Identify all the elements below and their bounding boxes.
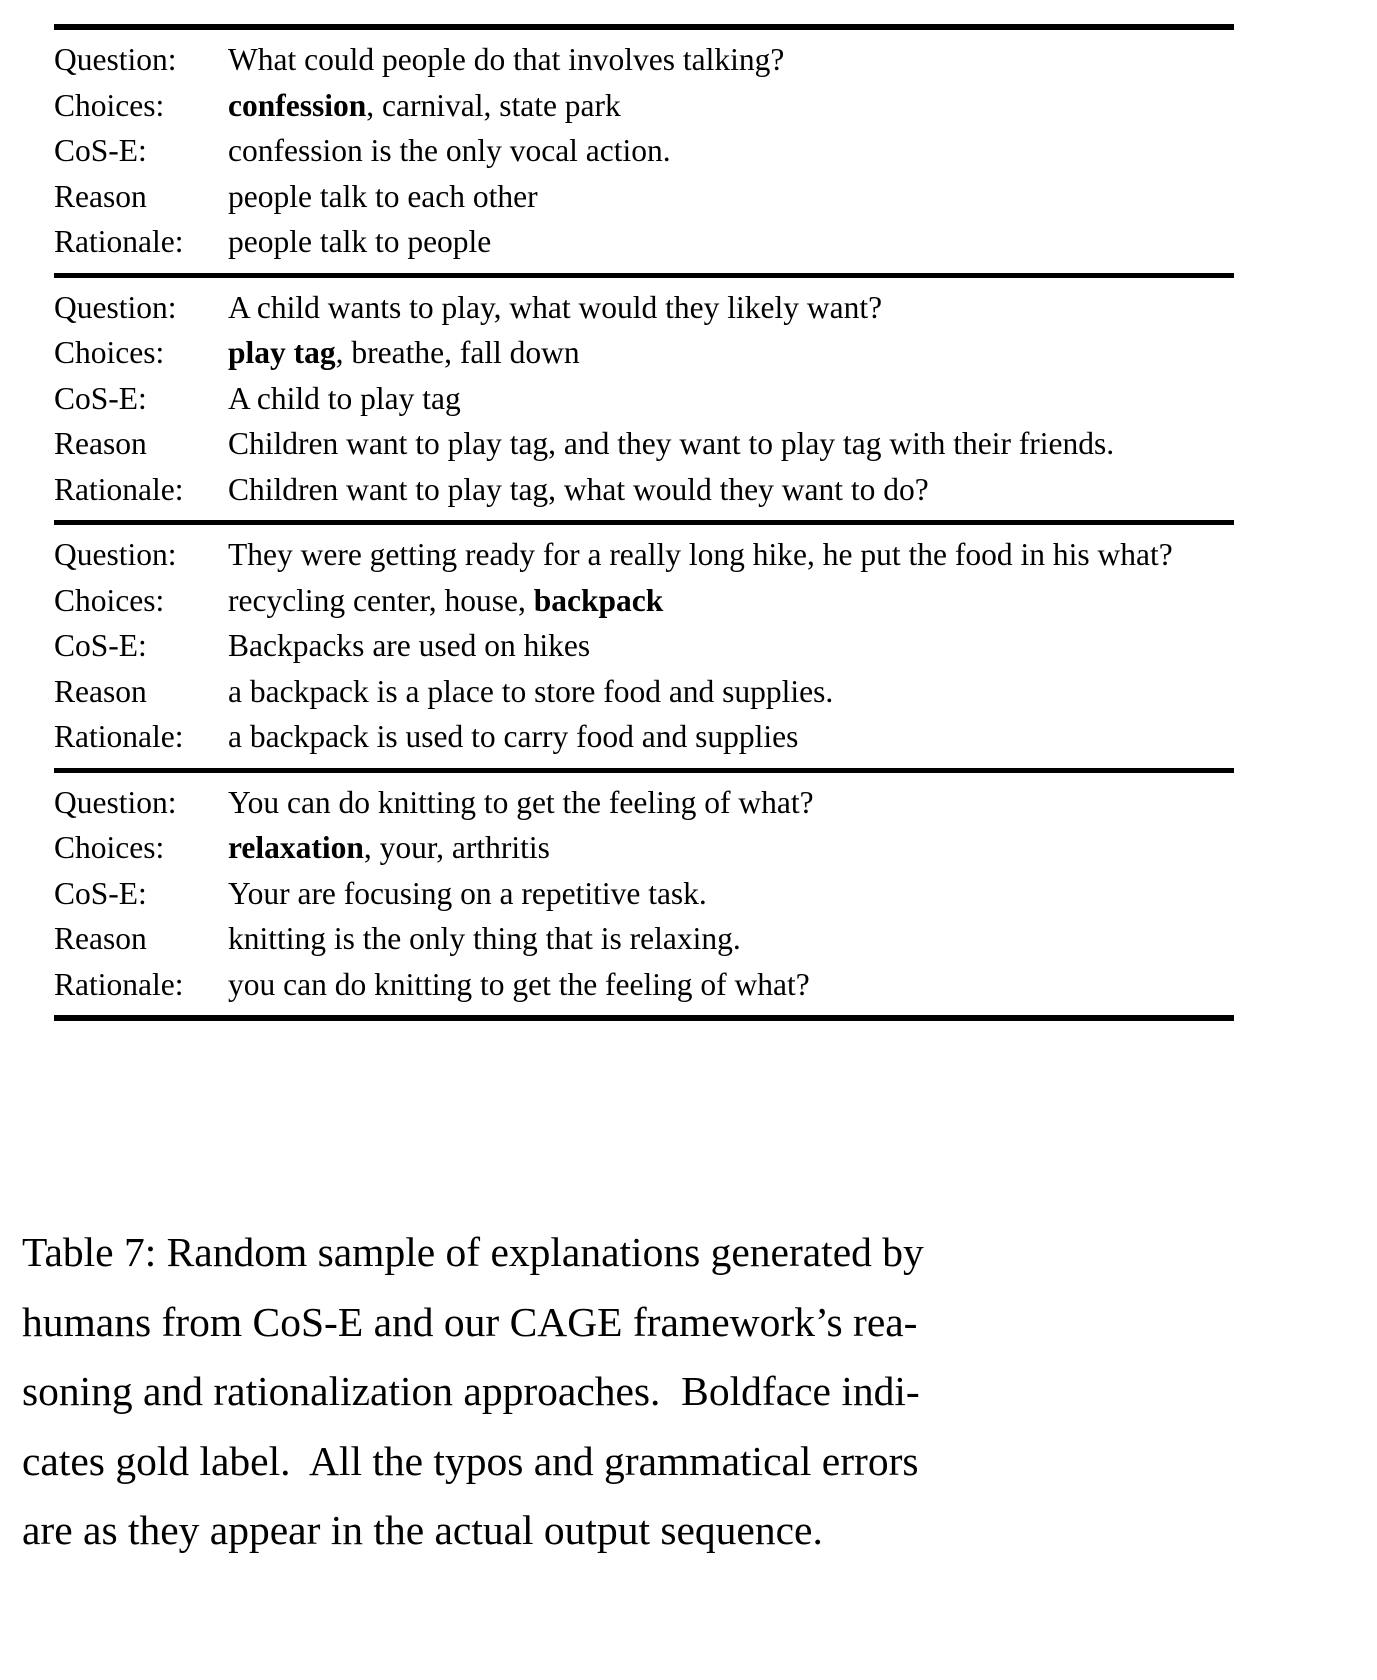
choices-rest: recycling center, house, <box>228 582 534 618</box>
row-label-reason: Reason <box>54 426 147 461</box>
row-label-question: Question: <box>54 42 177 77</box>
row-label-question: Question: <box>54 784 177 820</box>
row-value-reason: a backpack is a place to store food and supplies. <box>228 673 834 709</box>
table-row <box>54 174 1234 220</box>
row-value-question: A child wants to play, what would they likely want? <box>228 289 883 325</box>
caption-line-2: humans from CoS-E and our CAGE framework’s rea- <box>22 1298 918 1345</box>
row-value-rationale: people talk to people <box>228 224 492 259</box>
table-row <box>54 37 1234 83</box>
gold-label: play tag <box>228 335 336 370</box>
caption-line-3: soning and rationalization approaches. Boldface indi- <box>22 1368 920 1414</box>
row-value-choices <box>228 825 1234 871</box>
row-value-cose: confession is the only vocal action. <box>228 133 671 168</box>
table-row <box>54 376 1234 422</box>
row-label-reason: Reason <box>54 921 147 956</box>
table-row <box>54 330 1234 376</box>
row-label-rationale: Rationale: <box>54 719 184 754</box>
table-row <box>54 623 1234 669</box>
row-label-choices: Choices: <box>54 582 165 618</box>
table-row <box>54 467 1234 513</box>
choices-rest: , carnival, state park <box>366 87 621 123</box>
gold-label: confession <box>228 87 367 123</box>
table-row <box>54 962 1234 1008</box>
caption-line-5: are as they appear in the actual output sequence. <box>22 1507 823 1553</box>
table-row <box>54 219 1234 265</box>
row-label-reason: Reason <box>54 178 147 214</box>
row-value-rationale: Children want to play tag, what would they want to do? <box>228 471 929 507</box>
table-bottom-rule <box>54 1015 1234 1021</box>
choices-rest: , your, arthritis <box>363 830 550 865</box>
row-value-question: They were getting ready for a really long hike, he put the food in his what? <box>228 537 1173 572</box>
examples-table <box>54 24 1234 1021</box>
row-value-question: What could people do that involves talking? <box>228 42 785 77</box>
row-value-choices <box>228 83 1234 129</box>
choices-rest: , breathe, fall down <box>335 335 580 370</box>
table-row <box>54 578 1234 624</box>
row-value-rationale: a backpack is used to carry food and supplies <box>228 719 799 754</box>
table-row <box>54 825 1234 871</box>
table-row <box>54 83 1234 129</box>
row-value-choices <box>228 578 1234 624</box>
row-value-cose: A child to play tag <box>228 380 461 416</box>
table-row <box>54 780 1234 826</box>
row-label-cose: CoS-E: <box>54 628 147 663</box>
example-block-2 <box>54 278 1234 521</box>
row-value-choices <box>228 330 1234 376</box>
row-value-cose: Backpacks are used on hikes <box>228 628 591 663</box>
row-label-reason: Reason <box>54 673 147 709</box>
caption-line-1: Table 7: Random sample of explanations generated by <box>22 1229 924 1275</box>
table-row <box>54 669 1234 715</box>
row-label-rationale: Rationale: <box>54 471 184 507</box>
row-value-cose: Your are focusing on a repetitive task. <box>228 875 707 911</box>
example-block-3 <box>54 525 1234 768</box>
gold-label: relaxation <box>228 830 364 865</box>
row-label-choices: Choices: <box>54 335 165 370</box>
row-label-cose: CoS-E: <box>54 875 147 911</box>
row-value-question: You can do knitting to get the feeling of what? <box>228 784 814 820</box>
table-row <box>54 532 1234 578</box>
row-value-reason: Children want to play tag, and they want to play tag with their friends. <box>228 426 1115 461</box>
table-caption <box>22 1218 1358 1566</box>
example-block-4 <box>54 773 1234 1016</box>
table-row <box>54 871 1234 917</box>
row-label-rationale: Rationale: <box>54 224 184 259</box>
row-value-reason: knitting is the only thing that is relaxing. <box>228 921 741 956</box>
table-row <box>54 421 1234 467</box>
row-value-reason: people talk to each other <box>228 178 538 214</box>
row-value-rationale: you can do knitting to get the feeling of what? <box>228 966 810 1002</box>
table-row <box>54 714 1234 760</box>
example-block-1 <box>54 30 1234 273</box>
row-label-rationale: Rationale: <box>54 966 184 1002</box>
row-label-question: Question: <box>54 289 177 325</box>
caption-line-4: cates gold label. All the typos and grammatical errors <box>22 1437 919 1484</box>
table-row <box>54 128 1234 174</box>
table-row <box>54 916 1234 962</box>
row-label-choices: Choices: <box>54 830 165 865</box>
row-label-cose: CoS-E: <box>54 380 147 416</box>
row-label-choices: Choices: <box>54 87 165 123</box>
gold-label: backpack <box>533 582 664 618</box>
table-row <box>54 285 1234 331</box>
row-label-cose: CoS-E: <box>54 133 147 168</box>
row-label-question: Question: <box>54 537 177 572</box>
